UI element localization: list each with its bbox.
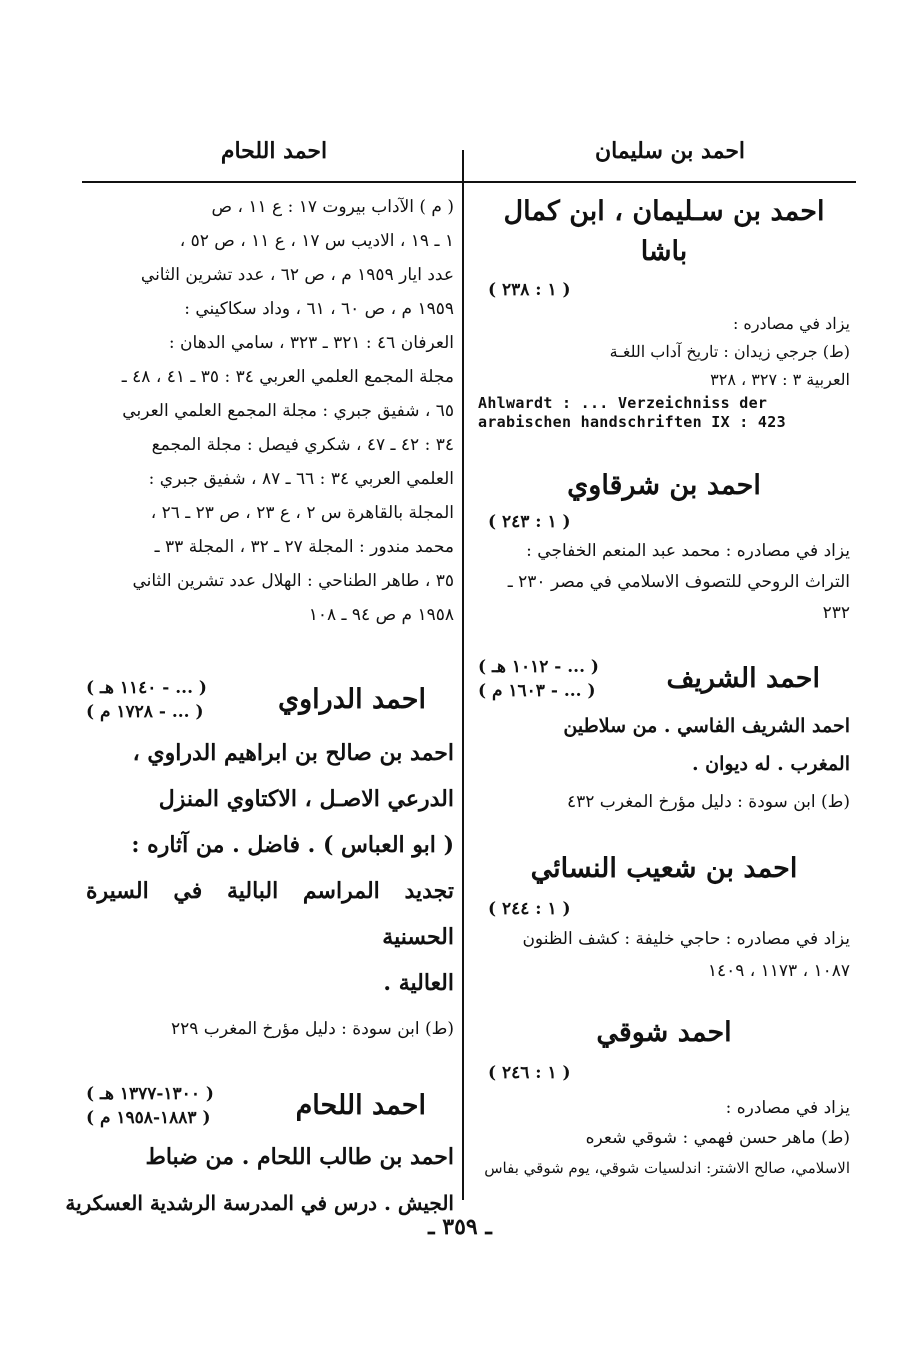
volume-reference: ( ١ : ٢٤٣ ): [488, 512, 571, 532]
source-line: (ط) ابن سودة : دليل مؤرخ المغرب ٤٣٢: [567, 792, 850, 812]
entry-title: احمد الدراوي: [278, 684, 426, 715]
gregorian-dates: ( ... - ١٧٢٨ م ): [86, 702, 204, 722]
running-header-right: احمد بن سليمان: [594, 138, 746, 164]
text-line: ٦٥ ، شفيق جبري : مجلة المجمع العلمي العربي: [122, 401, 454, 421]
text-line: ٣٤ : ٤٢ ـ ٤٧ ، شكري فيصل : مجلة المجمع: [151, 435, 454, 455]
text-line: (ط) ماهر حسن فهمي : شوقي شعره: [585, 1128, 850, 1148]
entry-title: احمد بن شرقاوي: [567, 470, 761, 501]
entry-al-nasai: [478, 849, 850, 987]
text-line: ( م ) الآداب بيروت ١٧ : ع ١١ ، ص: [211, 197, 454, 217]
hijri-dates: ( ... - ١٠١٢ هـ ): [478, 657, 599, 677]
entry-title: احمد بن سـليمان ، ابن كمال باشا: [503, 196, 825, 267]
text-line: المجلة بالقاهرة س ٢ ، ع ٢٣ ، ص ٢٣ ـ ٢٦ ،: [150, 503, 454, 523]
text-line: تجديد المراسم البالية في السيرة الحسنية: [86, 878, 454, 950]
volume-reference: ( ١ : ٢٤٤ ): [488, 899, 571, 919]
text-line: محمد مندور : المجلة ٢٧ ـ ٣٢ ، المجلة ٣٣ ـ: [154, 537, 454, 557]
volume-reference: ( ١ : ٢٣٨ ): [488, 280, 571, 300]
page-number: ـ ٣٥٩ ـ: [428, 1214, 492, 1240]
text-line: عدد ايار ١٩٥٩ م ، ص ٦٢ ، عدد تشرين الثاني: [140, 265, 454, 285]
text-line: العالية .: [383, 970, 454, 996]
entry-title: احمد شوقي: [596, 1017, 732, 1048]
entry-dates: [478, 655, 599, 703]
text-line: احمد بن طالب اللحام . من ضباط: [145, 1144, 454, 1170]
text-line: يزاد في مصادره :: [725, 1098, 850, 1118]
text-line: الاسلامي، صالح الاشتر: اندلسيات شوقي، يوم شوقي بفاس: [484, 1159, 850, 1177]
running-header-left: احمد اللحام: [220, 138, 328, 164]
entry-title: احمد الشريف: [666, 663, 820, 694]
text-line: مجلة المجمع العلمي العربي ٣٤ : ٣٥ ـ ٤١ ، ٤٨ ـ: [121, 367, 454, 387]
hijri-dates: ( ... - ١١٤٠ هـ ): [86, 678, 207, 698]
text-line: يزاد في مصادره :: [732, 314, 850, 333]
entry-al-darawi: [86, 676, 454, 1046]
text-line: العلمي العربي ٣٤ : ٦٦ ـ ٨٧ ، شفيق جبري :: [148, 469, 454, 489]
text-line: احمد الشريف الفاسي . من سلاطين: [563, 715, 850, 737]
entry-continuation: [86, 190, 454, 632]
right-column: [478, 190, 850, 1183]
text-line: يزاد في مصادره : حاجي خليفة : كشف الظنون: [522, 929, 850, 949]
entry-text: [65, 1134, 454, 1226]
text-line: ٣٥ ، طاهر الطناحي : الهلال عدد تشرين الثاني: [132, 571, 454, 591]
left-column: [65, 190, 454, 1226]
text-line: ١٩٥٨ م ص ٩٤ ـ ١٠٨: [308, 605, 454, 625]
entry-title: احمد اللحام: [295, 1090, 426, 1121]
gregorian-dates: ( ١٨٨٣-١٩٥٨ م ): [86, 1108, 211, 1128]
text-line: ( ابو العباس ) . فاضل . من آثاره :: [131, 832, 454, 858]
text-line: العرفان ٤٦ : ٣٢١ ـ ٣٢٣ ، سامي الدهان :: [168, 333, 454, 353]
column-divider: [462, 150, 464, 1200]
entry-text: [478, 310, 850, 394]
text-line: ١٠٨٧ ، ١١٧٣ ، ١٤٠٩: [707, 961, 850, 981]
entry-text: [478, 536, 850, 629]
text-line: المغرب . له ديوان .: [691, 753, 850, 775]
text-line: العربية ٣ : ٣٢٧ ، ٣٢٨: [710, 370, 850, 389]
text-line: التراث الروحي للتصوف الاسلامي في مصر ٢٣٠ ـ: [507, 572, 850, 592]
text-line: ١ ـ ١٩ ، الاديب س ١٧ ، ع ١١ ، ص ٥٢ ،: [179, 231, 454, 251]
text-line: يزاد في مصادره : محمد عبد المنعم الخفاجي :: [526, 541, 850, 561]
text-line: ٢٣٢: [822, 603, 850, 623]
entry-ibn-kamal-pasha: [478, 192, 850, 432]
source-line: (ط) ابن سودة : دليل مؤرخ المغرب ٢٢٩: [171, 1019, 454, 1039]
entry-al-lahham: [65, 1082, 454, 1226]
entry-heading: [86, 676, 454, 724]
entry-dates: [86, 1082, 214, 1130]
text-line: الجيش . درس في المدرسة الرشدية العسكرية: [65, 1191, 454, 1215]
entry-text: [86, 730, 454, 1006]
text-line: (ط) جرجي زيدان : تاريخ آداب اللغـة: [609, 342, 850, 361]
header-rule: [82, 181, 856, 183]
entry-text: [478, 1093, 850, 1183]
text-line: الدرعي الاصـل ، الاكتاوي المنزل: [158, 786, 454, 812]
text-line: احمد بن صالح بن ابراهيم الدراوي ،: [132, 740, 454, 766]
entry-ahmad-al-sharif: [478, 655, 850, 819]
volume-reference: ( ١ : ٢٤٦ ): [488, 1063, 571, 1083]
latin-reference: Ahlwardt : ... Verzeichniss der arabischen handschriften IX : 423: [478, 394, 786, 431]
entry-ahmad-shawqi: [478, 1013, 850, 1183]
gregorian-dates: ( ... - ١٦٠٣ م ): [478, 681, 596, 701]
text-line: ١٩٥٩ م ، ص ٦٠ ، ٦١ ، وداد سكاكيني :: [184, 299, 454, 319]
hijri-dates: ( ١٣٠٠-١٣٧٧ هـ ): [86, 1084, 214, 1104]
entry-text: [478, 707, 850, 783]
entry-ibn-sharqawi: [478, 466, 850, 629]
entry-text: [478, 923, 850, 987]
entry-title: احمد بن شعيب النسائي: [530, 853, 798, 884]
entry-heading: [86, 1082, 454, 1130]
entry-heading: [478, 655, 850, 703]
entry-dates: [86, 676, 207, 724]
